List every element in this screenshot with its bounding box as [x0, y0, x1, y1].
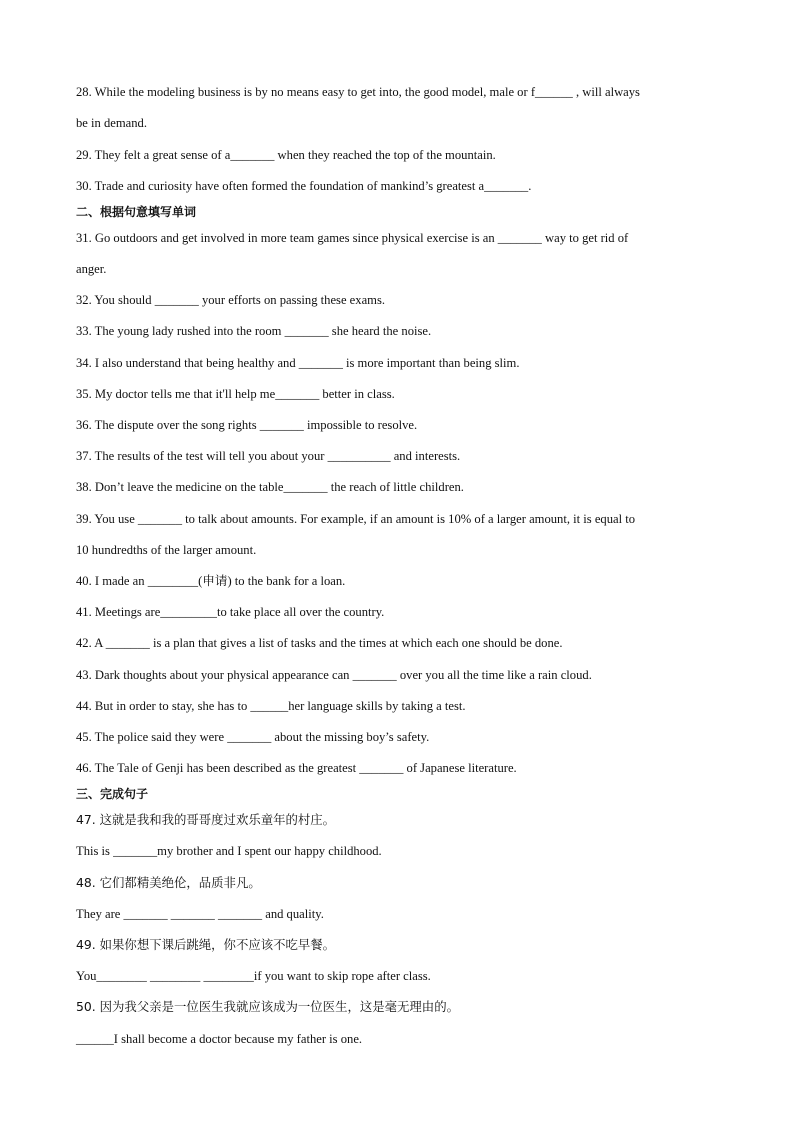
- question-36: 36. The dispute over the song rights _______ impossible to resolve.: [76, 418, 418, 432]
- question-49-prompt: 49. 如果你想下课后跳绳，你不应该不吃早餐。: [76, 937, 336, 952]
- question-29: 29. They felt a great sense of a_______ when they reached the top of the mountain.: [76, 148, 496, 162]
- question-50-prompt: 50. 因为我父亲是一位医生我就应该成为一位医生，这是毫无理由的。: [76, 999, 459, 1014]
- question-49-sentence: You________ ________ ________if you want to skip rope after class.: [76, 969, 431, 983]
- question-35: 35. My doctor tells me that it'll help me_______ better in class.: [76, 387, 395, 401]
- question-33: 33. The young lady rushed into the room _______ she heard the noise.: [76, 324, 432, 338]
- question-45: 45. The police said they were _______ about the missing boy’s safety.: [76, 730, 430, 744]
- question-39-line-2: 10 hundredths of the larger amount.: [76, 543, 257, 557]
- question-34: 34. I also understand that being healthy and _______ is more important than being slim.: [76, 356, 520, 370]
- question-46: 46. The Tale of Genji has been described as the greatest _______ of Japanese literature.: [76, 761, 517, 775]
- section-3-heading: 三、完成句子: [76, 787, 149, 801]
- question-31-line-1: 31. Go outdoors and get involved in more team games since physical exercise is an _______ way to get rid of: [76, 231, 629, 245]
- section-2-heading: 二、根据句意填写单词: [76, 205, 197, 219]
- question-39-line-1: 39. You use _______ to talk about amounts. For example, if an amount is 10% of a larger amount, it is equal to: [76, 512, 636, 526]
- question-50-sentence: ______I shall become a doctor because my father is one.: [76, 1032, 363, 1046]
- question-43: 43. Dark thoughts about your physical appearance can _______ over you all the time like a rain cloud.: [76, 668, 592, 682]
- question-38: 38. Don’t leave the medicine on the table_______ the reach of little children.: [76, 480, 464, 494]
- question-42: 42. A _______ is a plan that gives a list of tasks and the times at which each one should be done.: [76, 636, 563, 650]
- question-28-line-1: 28. While the modeling business is by no means easy to get into, the good model, male or f______ , will always: [76, 85, 640, 99]
- question-31-line-2: anger.: [76, 262, 107, 276]
- question-32: 32. You should _______ your efforts on passing these exams.: [76, 293, 386, 307]
- question-47-sentence: This is _______my brother and I spent our happy childhood.: [76, 844, 382, 858]
- question-41: 41. Meetings are_________to take place all over the country.: [76, 605, 385, 619]
- question-48-prompt: 48. 它们都精美绝伦，品质非凡。: [76, 875, 261, 890]
- question-40: 40. I made an ________(申请) to the bank for a loan.: [76, 574, 346, 588]
- question-37: 37. The results of the test will tell you about your __________ and interests.: [76, 449, 461, 463]
- question-44: 44. But in order to stay, she has to ______her language skills by taking a test.: [76, 699, 466, 713]
- question-30: 30. Trade and curiosity have often formed the foundation of mankind’s greatest a_______.: [76, 179, 532, 193]
- question-48-sentence: They are _______ _______ _______ and quality.: [76, 907, 324, 921]
- question-28-line-2: be in demand.: [76, 116, 147, 130]
- question-47-prompt: 47. 这就是我和我的哥哥度过欢乐童年的村庄。: [76, 812, 336, 827]
